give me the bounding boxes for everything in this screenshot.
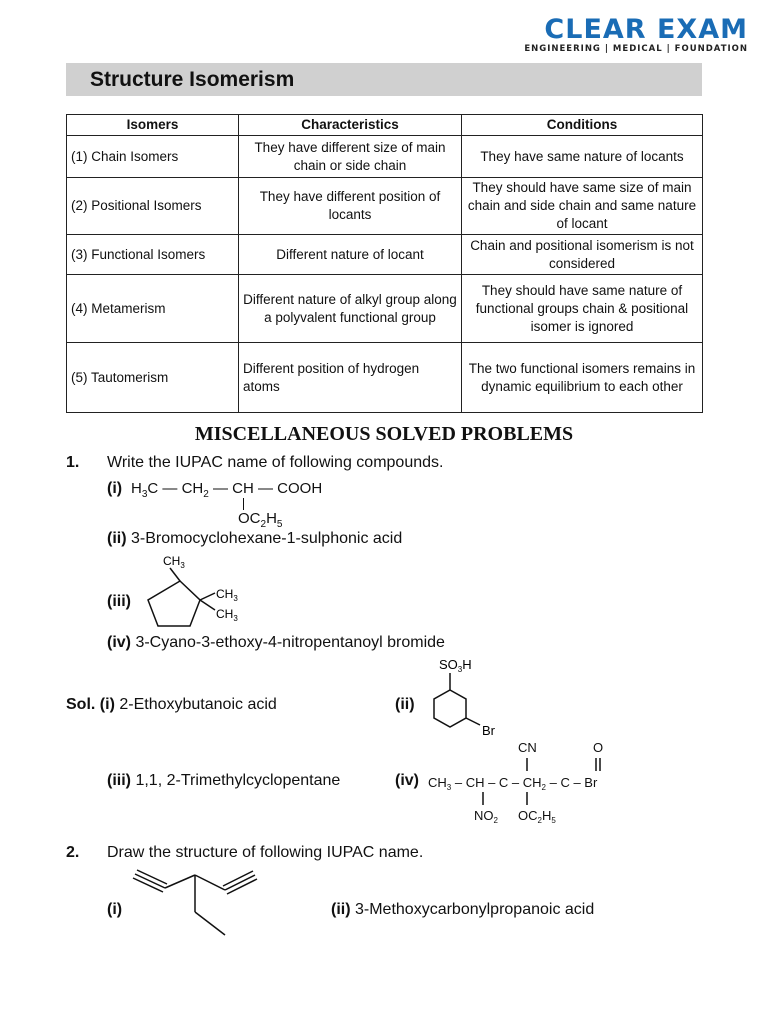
question-part	[331, 901, 594, 919]
oxygen-label: O	[593, 740, 604, 755]
part-text: 3-Cyano-3-ethoxy-4-nitropentanoyl bromide	[135, 634, 445, 651]
part-text: 3-Methoxycarbonylpropanoic acid	[355, 901, 595, 918]
table-header-row	[67, 115, 703, 136]
chain-formula: $CH_3$ – CH – C – $CH_2$ – C – Br	[428, 775, 598, 792]
table-cell: Different nature of alkyl group along a polyvalent functional group	[239, 275, 462, 343]
table-row	[67, 178, 703, 235]
part-text: 2-Ethoxybutanoic acid	[119, 696, 277, 713]
methyl-label: $CH_3$	[216, 607, 238, 623]
part-label: (ii)	[331, 901, 351, 918]
table-cell: They should have same nature of functional groups chain & positional isomer is ignored	[462, 275, 703, 343]
part-label: (i)	[99, 696, 115, 713]
table-cell: Different nature of locant	[239, 235, 462, 275]
cyano-ethoxy-nitropentanoyl-bromide-structure	[426, 735, 656, 830]
methyl-label: $CH_3$	[163, 554, 185, 570]
solution-label: Sol.	[66, 696, 96, 713]
bond-line	[243, 498, 244, 510]
table-header: Conditions	[462, 115, 703, 136]
table-cell: (2) Positional Isomers	[67, 178, 239, 235]
solution-line	[107, 772, 340, 790]
table-row	[67, 136, 703, 178]
part-label: (iv)	[395, 772, 419, 789]
part-text: 3-Bromocyclohexane-1-sulphonic acid	[131, 530, 403, 547]
question-text: Draw the structure of following IUPAC name.	[107, 844, 424, 861]
part-label: (iv)	[107, 634, 131, 651]
structural-formula: $H_3C$ — $CH_2$ — CH — COOH	[131, 480, 323, 500]
question-number: 2.	[66, 844, 80, 861]
part-label: (i)	[107, 480, 123, 497]
section-title: Structure Isomerism	[90, 68, 295, 91]
table-cell: (5) Tautomerism	[67, 343, 239, 413]
solution-line	[66, 696, 277, 714]
table-header: Characteristics	[239, 115, 462, 136]
part-label: (i)	[107, 901, 123, 918]
question-part	[107, 634, 445, 652]
table-cell: (4) Metamerism	[67, 275, 239, 343]
table-cell: They have different position of locants	[239, 178, 462, 235]
structural-formula: $OC_2H_5$	[238, 510, 283, 530]
bromo-label: Br	[482, 723, 495, 738]
part-label: (ii)	[107, 530, 127, 547]
sulphonic-acid-label: $SO_3H$	[439, 657, 472, 674]
problems-heading: MISCELLANEOUS SOLVED PROBLEMS	[194, 423, 574, 445]
table-row	[67, 235, 703, 275]
table-cell: They have same nature of locants	[462, 136, 703, 178]
table-cell: They should have same size of main chain and side chain and same nature of locant	[462, 178, 703, 235]
question-text: Write the IUPAC name of following compounds.	[107, 454, 444, 471]
isomerism-table	[66, 114, 703, 413]
table-header: Isomers	[67, 115, 239, 136]
nitro-label: $NO_2$	[474, 808, 498, 825]
brand-tagline: ENGINEERING | MEDICAL | FOUNDATION	[524, 44, 748, 54]
ethoxy-label: $OC_2H_5$	[518, 808, 556, 825]
question-part	[107, 530, 402, 548]
table-cell: Different position of hydrogen atoms	[239, 343, 462, 413]
table-cell: They have different size of main chain or side chain	[239, 136, 462, 178]
table-row	[67, 275, 703, 343]
table-cell: (3) Functional Isomers	[67, 235, 239, 275]
table-row	[67, 343, 703, 413]
trimethylcyclopentane-structure	[130, 548, 250, 638]
methyl-label: $CH_3$	[216, 587, 238, 603]
table-cell: (1) Chain Isomers	[67, 136, 239, 178]
part-label: (iii)	[107, 593, 131, 610]
question-number: 1.	[66, 454, 80, 471]
skeletal-structure	[125, 860, 275, 945]
bromocyclohexane-sulphonic-acid-structure	[420, 655, 510, 740]
brand-logo: CLEAR EXAM	[544, 14, 748, 45]
part-label: (ii)	[395, 696, 415, 713]
part-text: 1,1, 2-Trimethylcyclopentane	[135, 772, 341, 789]
table-cell: The two functional isomers remains in dynamic equilibrium to each other	[462, 343, 703, 413]
table-cell: Chain and positional isomerism is not considered	[462, 235, 703, 275]
cyano-label: CN	[518, 740, 537, 755]
part-label: (iii)	[107, 772, 131, 789]
